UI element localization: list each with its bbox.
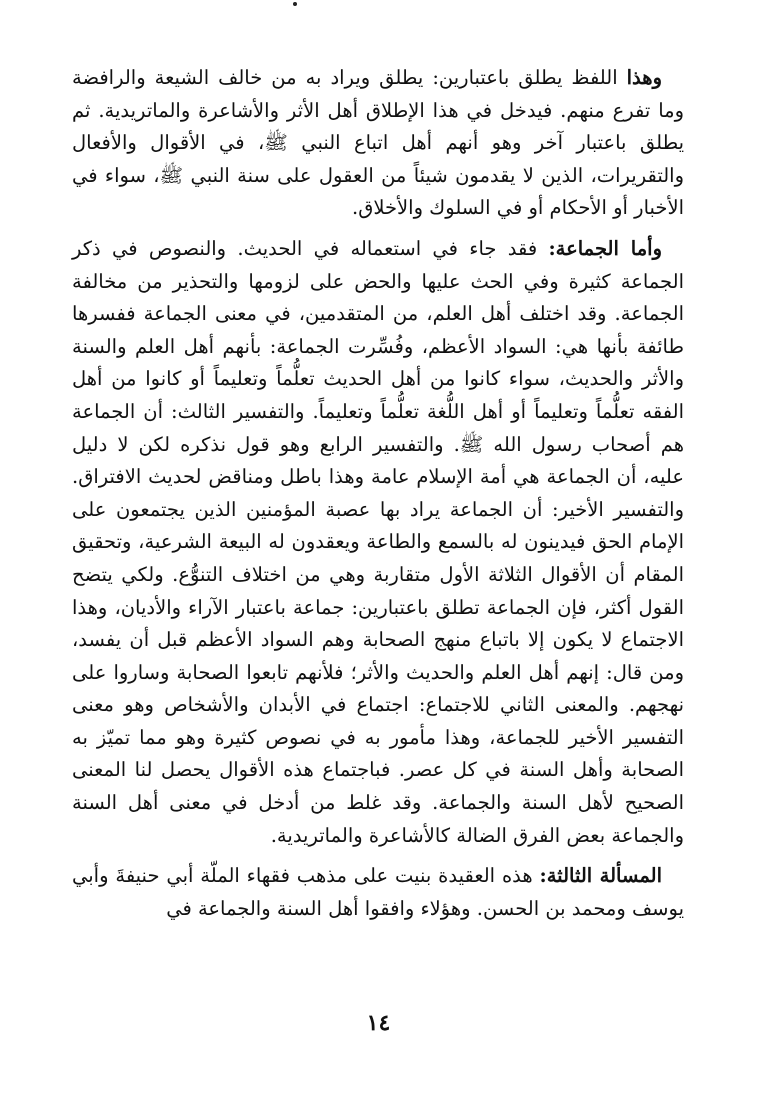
page-number: ١٤ <box>366 1010 391 1036</box>
paragraph-lead: المسألة الثالثة: <box>539 864 662 888</box>
paragraph-third-issue <box>72 860 684 925</box>
paragraph-text: فقد جاء في استعماله في الحديث. والنصوص في ذكر الجماعة كثيرة وفي الحث عليها والحض على لزومها والتحذير من مخالفة الجماعة. وقد اختلف أهل العلم، من المتقدمين، في معنى الجماعة ففسرها طائفة بأنها هي: السواد الأعظم، وفُسِّرت الجماعة: بأنهم أهل العلم والسنة والأثر والحديث، سواء كانوا من أهل الحديث تعلُّماً وتعليماً أو كانوا من أهل الفقه تعلُّماً وتعليماً أو أهل اللُّغة تعلُّماً وتعليماً. والتفسير الثالث: أن الجماعة هم أصحاب رسول الله ﷺ. والتفسير الرابع وهو قول نذكره لكن لا دليل عليه، أن الجماعة هي أمة الإسلام عامة وهذا باطل ومناقض لحديث الافتراق. والتفسير الأخير: أن الجماعة يراد بها عصبة المؤمنين الذين يجتمعون على الإمام الحق فيدينون له بالسمع والطاعة ويعقدون له البيعة الشرعية، وتحقيق المقام أن الأقوال الثلاثة الأول متقاربة وهي من اختلاف التنوُّع. ولكي يتضح القول أكثر، فإن الجماعة تطلق باعتبارين: جماعة باعتبار الآراء والأديان، وهذا الاجتماع لا يكون إلا باتباع منهج الصحابة وهم السواد الأعظم قبل أن يفسد، ومن قال: إنهم أهل العلم والحديث والأثر؛ فلأنهم تابعوا الصحابة وساروا على نهجهم. والمعنى الثاني للاجتماع: اجتماع في الأبدان والأشخاص وهو معنى التفسير الأخير للجماعة، وهذا مأمور به في نصوص كثيرة وهو مما تميّز به الصحابة وأهل السنة في كل عصر. فباجتماع هذه الأقوال يحصل لنا المعنى الصحيح لأهل السنة والجماعة. وقد غلط من أدخل في معنى أهل السنة والجماعة بعض الفرق الضالة كالأشاعرة والماتريدية. <box>72 236 684 847</box>
paragraph-lead: وأما الجماعة: <box>548 236 662 260</box>
paragraph-al-jamaah <box>72 233 684 852</box>
paragraph-text: هذه العقيدة بنيت على مذهب فقهاء الملّة أبي حنيفةَ وأبي يوسف ومحمد بن الحسن. وهؤلاء وافقوا أهل السنة والجماعة في <box>72 864 684 920</box>
paragraph-lead: وهذا <box>626 66 662 89</box>
paragraph-text: اللفظ يطلق باعتبارين: يطلق ويراد به من خالف الشيعة والرافضة وما تفرع منهم. فيدخل في هذا الإطلاق أهل الأثر والأشاعرة والماتريدية. ثم يطلق باعتبار آخر وهو أنهم أهل اتباع النبي ﷺ، في الأقوال والأفعال والتقريرات، الذين لا يقدمون شيئاً من العقول على سنة النبي ﷺ، سواء في الأخبار أو الأحكام أو في السلوك والأخلاق. <box>72 66 684 220</box>
paragraph-ahl-al-sunnah <box>72 62 684 225</box>
scan-speck <box>293 2 297 6</box>
page-body <box>72 62 684 925</box>
